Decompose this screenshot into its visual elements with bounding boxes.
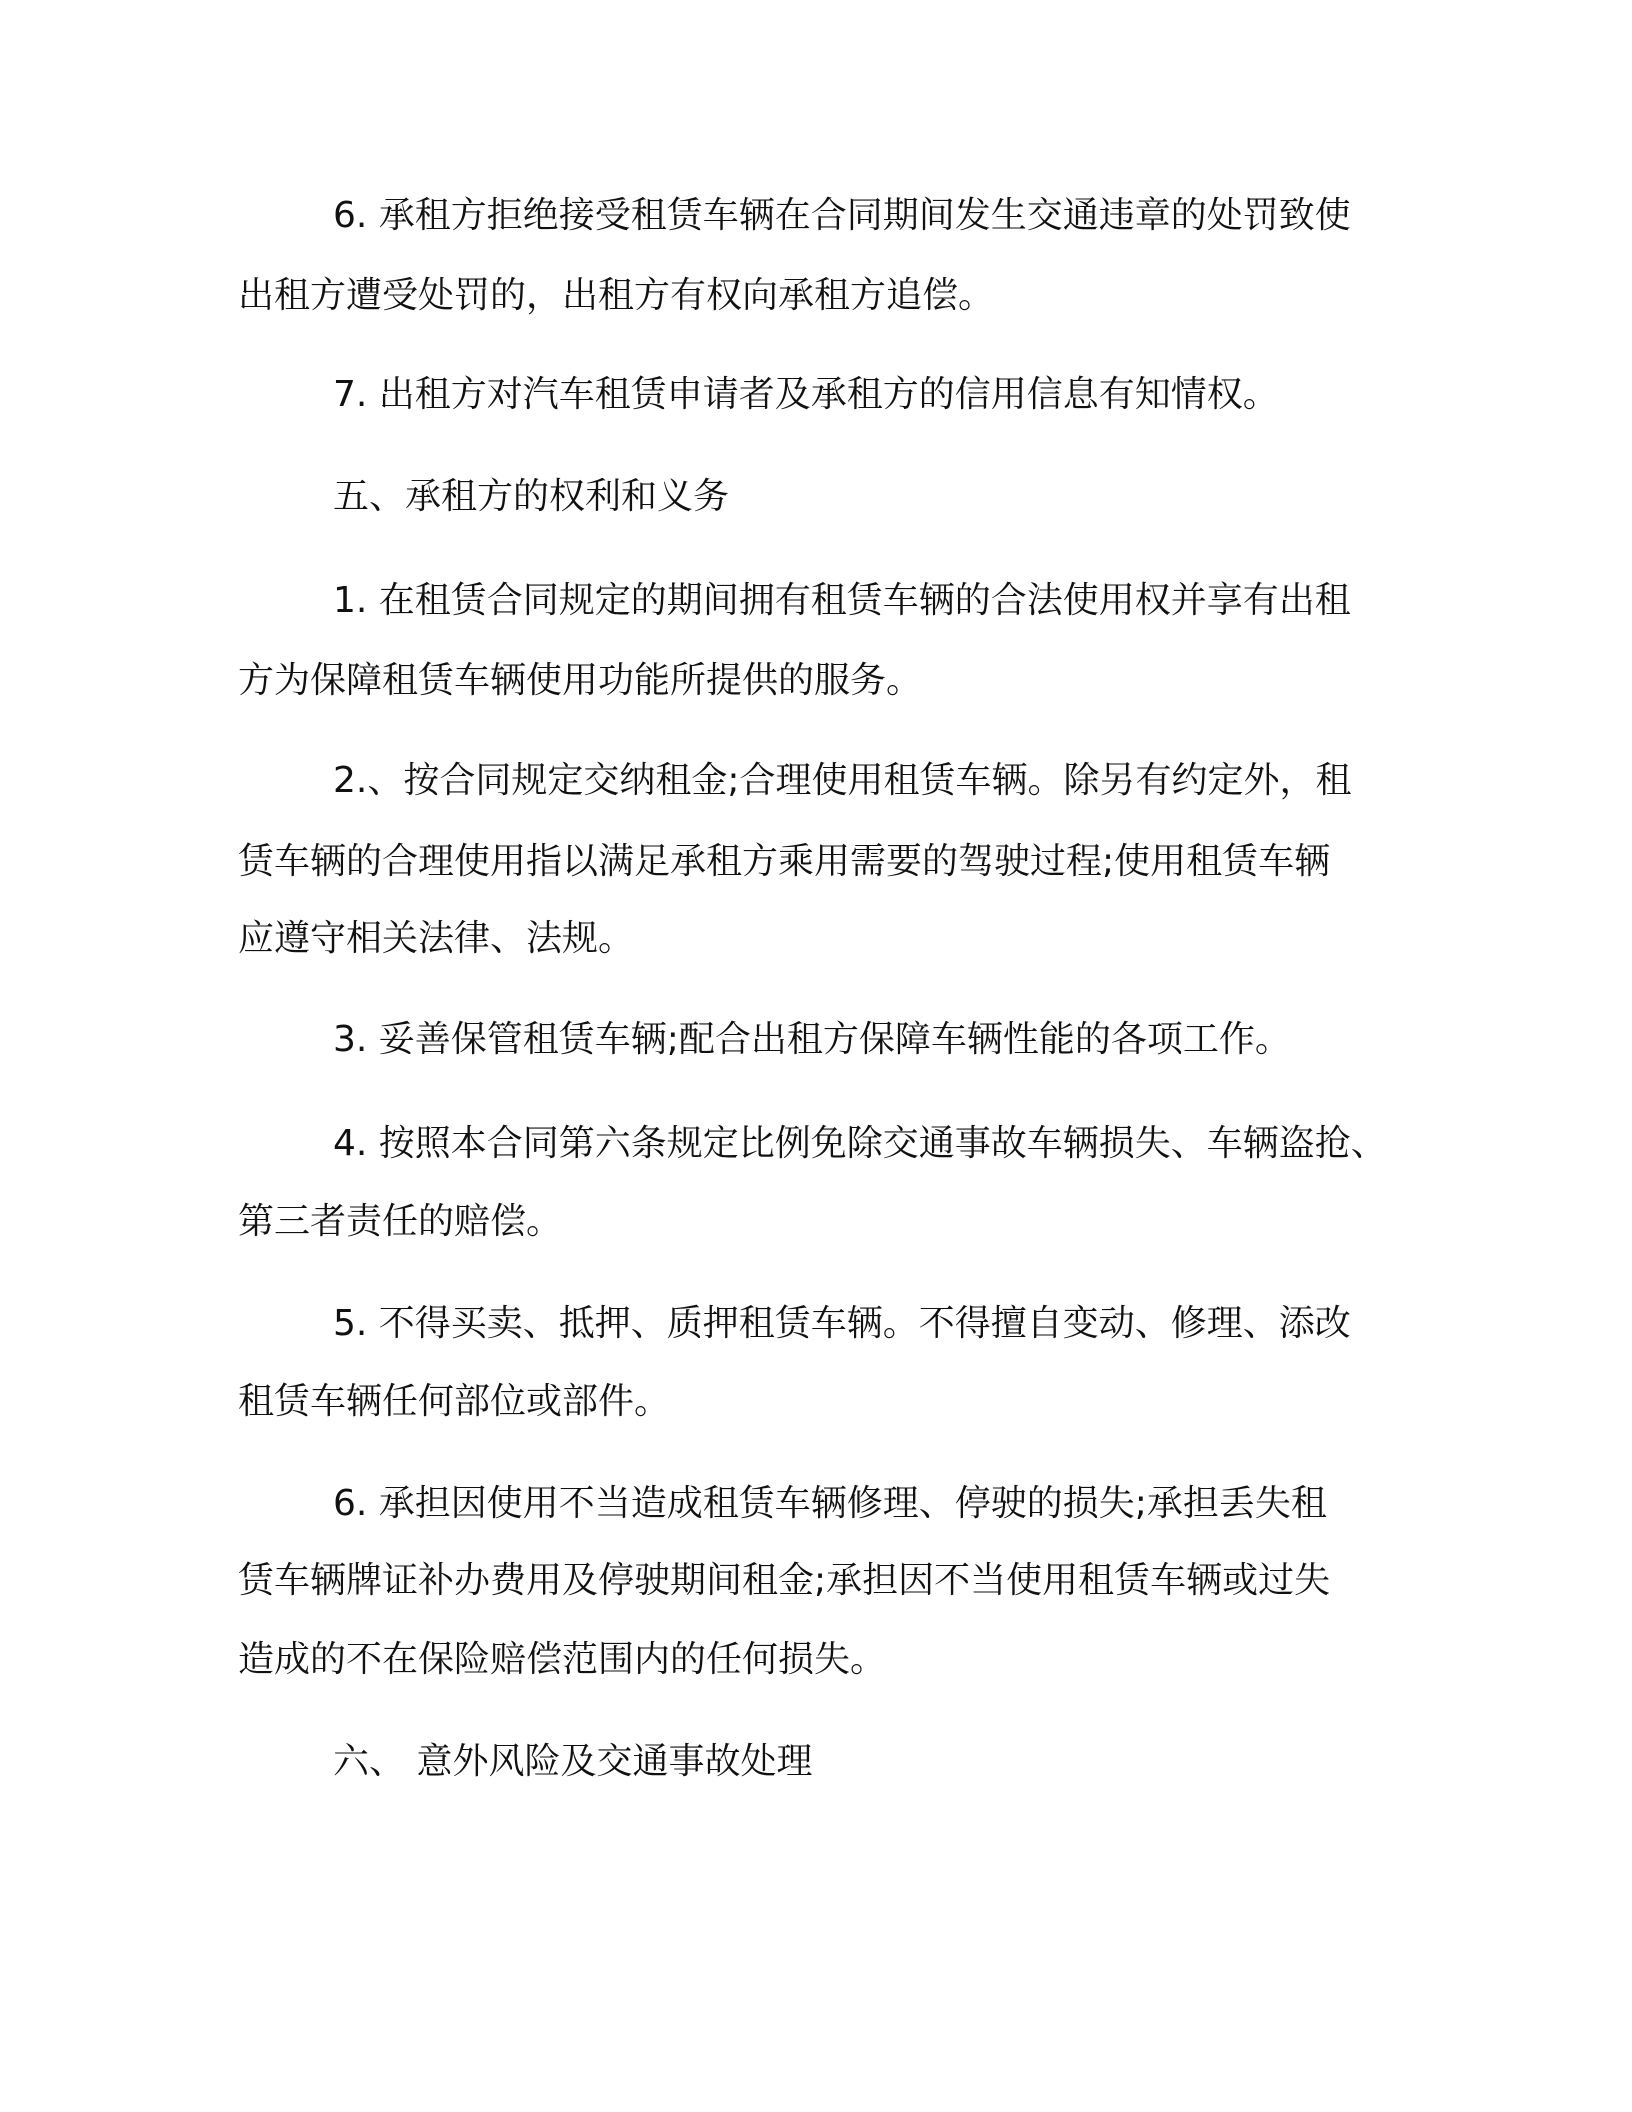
clause-5-4-line-1: 4. 按照本合同第六条规定比例免除交通事故车辆损失、车辆盗抢、	[333, 1123, 1387, 1164]
clause-5-2-line-1: 2.、按合同规定交纳租金;合理使用租赁车辆。除另有约定外，租	[333, 760, 1352, 801]
section-6-heading: 六、 意外风险及交通事故处理	[333, 1741, 813, 1782]
clause-5-6-line-3: 造成的不在保险赔偿范围内的任何损失。	[238, 1639, 887, 1680]
clause-5-2-line-2: 赁车辆的合理使用指以满足承租方乘用需要的驾驶过程;使用租赁车辆	[238, 841, 1331, 882]
section-5-heading: 五、承租方的权利和义务	[333, 476, 730, 517]
clause-4-7: 7. 出租方对汽车租赁申请者及承租方的信用信息有知情权。	[333, 374, 1279, 415]
clause-5-4-line-2: 第三者责任的赔偿。	[238, 1201, 563, 1242]
clause-5-5-line-2: 租赁车辆任何部位或部件。	[238, 1381, 671, 1422]
clause-5-1-line-1: 1. 在租赁合同规定的期间拥有租赁车辆的合法使用权并享有出租	[333, 580, 1351, 621]
clause-5-3: 3. 妥善保管租赁车辆;配合出租方保障车辆性能的各项工作。	[333, 1019, 1291, 1060]
clause-5-6-line-1: 6. 承担因使用不当造成租赁车辆修理、停驶的损失;承担丢失租	[333, 1483, 1327, 1524]
clause-4-6-line-1: 6. 承租方拒绝接受租赁车辆在合同期间发生交通违章的处罚致使	[333, 195, 1351, 236]
clause-5-5-line-1: 5. 不得买卖、抵押、质押租赁车辆。不得擅自变动、修理、添改	[333, 1303, 1351, 1344]
clause-5-1-line-2: 方为保障租赁车辆使用功能所提供的服务。	[238, 660, 923, 701]
clause-5-6-line-2: 赁车辆牌证补办费用及停驶期间租金;承担因不当使用租赁车辆或过失	[238, 1560, 1331, 1601]
clause-4-6-line-2: 出租方遭受处罚的，出租方有权向承租方追偿。	[238, 275, 995, 316]
clause-5-2-line-3: 应遵守相关法律、法规。	[238, 918, 635, 959]
